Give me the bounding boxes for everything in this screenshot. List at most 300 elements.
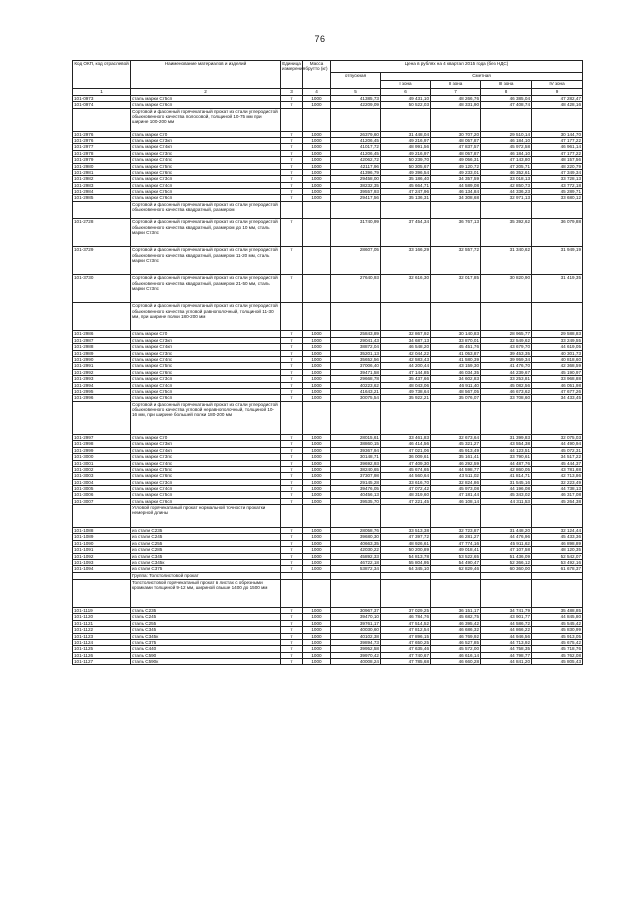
row-name: сталь С255: [131, 620, 281, 626]
row-unit: т: [281, 479, 303, 485]
row-code: 101-2984: [73, 189, 131, 195]
empty-cell: [381, 108, 431, 131]
row-unit: т: [281, 633, 303, 639]
empty-cell: [481, 401, 532, 434]
row-name: сталь марки Ст4сп: [131, 182, 281, 188]
row-code: 101-1090: [73, 540, 131, 546]
row-mass: 1000: [303, 182, 331, 188]
row-price-zone-2: 46 660,28: [431, 659, 481, 665]
row-price-zone-1: 42 044,22: [381, 350, 431, 356]
row-price-otpusknaya: 42062,72: [331, 157, 381, 163]
row-name: сталь марки Ст3сп: [131, 479, 281, 485]
row-price-zone-1: 48 991,56: [381, 144, 431, 150]
row-price-zone-3: 44 946,56: [481, 633, 532, 639]
row-price-zone-1: 54 813,78: [381, 553, 431, 559]
row-code-empty: [73, 303, 131, 331]
row-mass: 1000: [303, 659, 331, 665]
empty-cell: [281, 401, 303, 434]
row-price-zone-2: 43 511,02: [431, 473, 481, 479]
empty-cell: [303, 401, 331, 434]
row-price-zone-1: 47 221,45: [381, 498, 431, 504]
group-title: Толстолистовой горячекатаный прокат в листах с обрезными кромками толщиной 9-12 мм, шириной свыше 1400 до 1500 мм: [131, 579, 281, 607]
row-code: 101-1121: [73, 620, 131, 626]
row-price-zone-3: 42 850,73: [481, 182, 532, 188]
empty-cell: [431, 303, 481, 331]
row-price-zone-2: 45 913,49: [431, 447, 481, 453]
row-price-zone-3: 60 360,00: [481, 566, 532, 572]
row-name: сталь марки Ст3пс: [131, 150, 281, 156]
row-price-zone-4: 46 961,14: [532, 144, 583, 150]
row-price-otpusknaya: 39761,17: [331, 620, 381, 626]
col-number: 9: [532, 89, 583, 96]
row-price-zone-1: 48 926,61: [381, 540, 431, 546]
row-price-zone-1: 42 583,43: [381, 357, 431, 363]
row-unit: т: [281, 646, 303, 652]
page-number: 76: [314, 34, 326, 44]
row-unit: т: [281, 163, 303, 169]
row-price-zone-3: 33 790,61: [481, 454, 532, 460]
empty-cell: [381, 201, 431, 219]
row-price-zone-4: 31 419,35: [532, 275, 583, 303]
row-price-otpusknaya: 39952,58: [331, 646, 381, 652]
row-code: 101-2994: [73, 382, 131, 388]
row-price-zone-3: 47 107,58: [481, 547, 532, 553]
row-code: 101-3729: [73, 247, 131, 275]
row-price-zone-4: 42 368,59: [532, 363, 583, 369]
row-price-zone-3: 33 708,60: [481, 395, 532, 401]
row-mass: 1000: [303, 534, 331, 540]
row-mass: 1000: [303, 388, 331, 394]
row-price-otpusknaya: 29041,43: [331, 337, 381, 343]
row-mass: 1000: [303, 441, 331, 447]
row-unit: т: [281, 566, 303, 572]
row-price-zone-4: 34 433,45: [532, 395, 583, 401]
table-row: [73, 247, 583, 275]
row-price-otpusknaya: 41017,72: [331, 144, 381, 150]
empty-cell: [381, 303, 431, 331]
table-row: [73, 659, 583, 665]
row-unit: т: [281, 466, 303, 472]
row-price-zone-4: 31 949,19: [532, 247, 583, 275]
row-code: 101-3004: [73, 479, 131, 485]
row-price-zone-4: 30 144,70: [532, 131, 583, 137]
row-unit: т: [281, 247, 303, 275]
col-number: 7: [431, 89, 481, 96]
row-mass: 1000: [303, 344, 331, 350]
row-mass: 1000: [303, 157, 331, 163]
row-mass: 1000: [303, 646, 331, 652]
row-price-otpusknaya: 40030,60: [331, 627, 381, 633]
row-price-zone-3: 46 673,62: [481, 388, 532, 394]
row-price-zone-3: 43 901,77: [481, 614, 532, 620]
row-price-zone-1: 49 216,97: [381, 150, 431, 156]
row-code: 101-3005: [73, 486, 131, 492]
row-mass: 1000: [303, 607, 331, 613]
group-header-row: [73, 572, 583, 579]
row-unit: т: [281, 652, 303, 658]
row-price-zone-3: 31 545,16: [481, 479, 532, 485]
group-title: Сортовой и фасонный горячекатаный прокат из стали углеродистой обыкновенного качества угловой равнополочный, толщиной 11-30 мм, при ширине полки 180-200 мм: [131, 303, 281, 331]
row-price-zone-1: 50 200,89: [381, 547, 431, 553]
row-price-zone-3: 47 205,71: [481, 163, 532, 169]
empty-cell: [281, 108, 303, 131]
row-unit: т: [281, 102, 303, 108]
group-header-row: [73, 201, 583, 219]
row-name: сталь марки Ст4сп: [131, 382, 281, 388]
row-price-zone-4: 44 845,80: [532, 614, 583, 620]
row-unit: т: [281, 357, 303, 363]
row-code: 101-3001: [73, 460, 131, 466]
empty-cell: [532, 303, 583, 331]
row-name: сталь марки Ст3пс: [131, 350, 281, 356]
row-price-zone-3: 39 453,35: [481, 350, 532, 356]
row-name: сталь марки Ст0: [131, 131, 281, 137]
row-price-zone-1: 35 922,21: [381, 395, 431, 401]
row-price-zone-2: 45 451,76: [431, 344, 481, 350]
row-price-zone-3: 44 798,77: [481, 652, 532, 658]
row-price-otpusknaya: 29458,00: [331, 176, 381, 182]
row-mass: [303, 219, 331, 247]
row-name: сталь С590: [131, 652, 281, 658]
group-title: Сортовой и фасонный горячекатаный прокат из стали углеродистой обыкновенного качества полосовой, толщиной 10-75 мм при ширине 100-200 мм: [131, 108, 281, 131]
row-price-otpusknaya: 39894,73: [331, 639, 381, 645]
row-name: сталь марки Ст6пс: [131, 169, 281, 175]
row-name: сталь марки Ст0: [131, 434, 281, 440]
row-code: 101-2990: [73, 357, 131, 363]
row-name: сталь марки Ст4пс: [131, 157, 281, 163]
row-name: сталь С345: [131, 627, 281, 633]
row-mass: 1000: [303, 189, 331, 195]
row-name: из стали С255: [131, 540, 281, 546]
row-unit: т: [281, 337, 303, 343]
row-price-zone-4: 47 349,34: [532, 169, 583, 175]
row-mass: 1000: [303, 331, 331, 337]
row-unit: т: [281, 473, 303, 479]
row-mass: 1000: [303, 369, 331, 375]
row-price-otpusknaya: 37006,40: [331, 363, 381, 369]
row-price-zone-3: 41 814,71: [481, 473, 532, 479]
row-mass: 1000: [303, 540, 331, 546]
row-price-zone-2: 48 567,05: [431, 388, 481, 394]
row-mass: 1000: [303, 454, 331, 460]
row-code: 101-1119: [73, 607, 131, 613]
empty-cell: [532, 401, 583, 434]
row-code: 101-2991: [73, 363, 131, 369]
row-mass: 1000: [303, 566, 331, 572]
row-name: сталь марки Ст5сп: [131, 189, 281, 195]
row-price-zone-4: 33 728,13: [532, 176, 583, 182]
row-price-otpusknaya: 39692,93: [331, 460, 381, 466]
row-price-zone-3: 33 253,81: [481, 376, 532, 382]
row-price-otpusknaya: 39470,10: [331, 614, 381, 620]
row-price-zone-4: 45 762,08: [532, 652, 583, 658]
row-unit: т: [281, 182, 303, 188]
row-price-zone-1: 46 784,76: [381, 614, 431, 620]
row-code-empty: [73, 572, 131, 579]
row-price-zone-2: 36 767,13: [431, 219, 481, 247]
row-price-zone-2: 35 161,41: [431, 454, 481, 460]
row-price-otpusknaya: 40456,13: [331, 492, 381, 498]
row-price-zone-4: 45 675,42: [532, 639, 583, 645]
price-table: [72, 60, 583, 665]
row-price-zone-3: 43 554,38: [481, 441, 532, 447]
row-unit: т: [281, 607, 303, 613]
row-name: из стали С345к: [131, 560, 281, 566]
row-price-zone-3: 45 082,56: [481, 382, 532, 388]
row-unit: т: [281, 395, 303, 401]
row-price-zone-4: 45 805,43: [532, 659, 583, 665]
row-price-zone-3: 51 436,09: [481, 553, 532, 559]
row-name: сталь марки Ст4пс: [131, 357, 281, 363]
row-unit: т: [281, 350, 303, 356]
row-price-zone-4: 48 428,16: [532, 102, 583, 108]
col-number: 3: [281, 89, 303, 96]
row-name: сталь С245: [131, 614, 281, 620]
row-price-zone-3: 46 385,04: [481, 96, 532, 102]
group-title: Сортовой и фасонный горячекатаный прокат из стали углеродистой обыкновенного качества угловой неравнополочный, толщиной 10-16 мм, при ширине большей полки 180-200 мм: [131, 401, 281, 434]
group-header-row: [73, 401, 583, 434]
empty-cell: [481, 505, 532, 528]
row-name: сталь марки Ст3кп: [131, 441, 281, 447]
row-price-otpusknaya: 35652,56: [331, 357, 381, 363]
row-price-otpusknaya: 42030,22: [331, 547, 381, 553]
col-number: 8: [481, 89, 532, 96]
row-price-zone-1: 34 687,13: [381, 337, 431, 343]
header-zone-2: II зона: [431, 81, 481, 89]
col-number: 2: [131, 89, 281, 96]
row-mass: 1000: [303, 395, 331, 401]
empty-cell: [331, 579, 381, 607]
row-price-zone-1: 37 029,25: [381, 607, 431, 613]
row-mass: 1000: [303, 376, 331, 382]
row-price-zone-1: 47 896,15: [381, 633, 431, 639]
row-mass: [303, 275, 331, 303]
row-code: 101-1088: [73, 528, 131, 534]
row-mass: 1000: [303, 620, 331, 626]
row-name: сталь С440: [131, 646, 281, 652]
row-code: 101-2995: [73, 388, 131, 394]
row-mass: 1000: [303, 102, 331, 108]
row-price-zone-3: 30 820,90: [481, 275, 532, 303]
row-unit: т: [281, 498, 303, 504]
row-price-zone-3: 45 911,62: [481, 540, 532, 546]
row-unit: т: [281, 528, 303, 534]
row-price-zone-2: 35 076,07: [431, 395, 481, 401]
row-price-zone-3: 31 399,83: [481, 434, 532, 440]
row-code: 101-3006: [73, 492, 131, 498]
row-mass: 1000: [303, 492, 331, 498]
row-price-zone-4: 45 830,99: [532, 627, 583, 633]
row-code-empty: [73, 108, 131, 131]
row-mass: 1000: [303, 627, 331, 633]
row-price-zone-3: 39 959,34: [481, 357, 532, 363]
row-code: 101-2997: [73, 434, 131, 440]
row-price-otpusknaya: 39680,30: [331, 534, 381, 540]
row-unit: т: [281, 195, 303, 201]
row-price-otpusknaya: 39970,42: [331, 652, 381, 658]
empty-cell: [431, 572, 481, 579]
row-price-otpusknaya: 40008,24: [331, 659, 381, 665]
row-price-otpusknaya: 40223,62: [331, 382, 381, 388]
row-name: сталь марки Ст4сп: [131, 486, 281, 492]
row-unit: т: [281, 620, 303, 626]
row-price-otpusknaya: 41396,79: [331, 169, 381, 175]
row-price-zone-4: 45 433,36: [532, 534, 583, 540]
row-price-zone-1: 47 144,85: [381, 369, 431, 375]
row-price-zone-1: 47 397,72: [381, 534, 431, 540]
row-code: 101-2976: [73, 137, 131, 143]
empty-cell: [381, 401, 431, 434]
row-name: из стали С235: [131, 528, 281, 534]
row-code: 101-1126: [73, 652, 131, 658]
row-name: сталь марки Ст5пс: [131, 466, 281, 472]
row-price-zone-1: 44 560,64: [381, 473, 431, 479]
row-price-zone-2: 46 292,59: [431, 460, 481, 466]
row-price-zone-2: 32 557,72: [431, 247, 481, 275]
row-name: сталь марки Ст0: [131, 331, 281, 337]
row-price-zone-2: 46 134,84: [431, 189, 481, 195]
row-price-zone-3: 45 343,02: [481, 492, 532, 498]
row-price-zone-1: 50 305,67: [381, 163, 431, 169]
row-name: сталь С235: [131, 607, 281, 613]
row-price-zone-2: 46 034,35: [431, 369, 481, 375]
row-unit: т: [281, 441, 303, 447]
row-code-empty: [73, 579, 131, 607]
row-mass: 1000: [303, 137, 331, 143]
row-name: сталь С375: [131, 639, 281, 645]
row-price-otpusknaya: 30967,37: [331, 607, 381, 613]
row-price-zone-2: 49 056,31: [431, 157, 481, 163]
row-price-zone-2: 44 589,08: [431, 182, 481, 188]
empty-cell: [303, 572, 331, 579]
row-price-zone-3: 47 143,80: [481, 157, 532, 163]
row-price-zone-2: 45 682,75: [431, 614, 481, 620]
row-unit: т: [281, 388, 303, 394]
row-price-zone-1: 55 804,95: [381, 560, 431, 566]
row-price-zone-3: 44 476,96: [481, 534, 532, 540]
row-price-otpusknaya: 45892,33: [331, 553, 381, 559]
row-code: 101-2992: [73, 369, 131, 375]
row-price-zone-1: 47 072,42: [381, 486, 431, 492]
row-price-zone-1: 32 867,92: [381, 331, 431, 337]
row-unit: т: [281, 144, 303, 150]
row-mass: 1000: [303, 528, 331, 534]
row-price-zone-4: 53 492,16: [532, 560, 583, 566]
empty-cell: [532, 579, 583, 607]
row-price-zone-1: 49 431,10: [381, 96, 431, 102]
row-code: 101-2989: [73, 350, 131, 356]
row-price-zone-2: 48 057,87: [431, 150, 481, 156]
row-price-zone-2: 48 266,76: [431, 96, 481, 102]
row-price-otpusknaya: 28058,76: [331, 528, 381, 534]
row-price-zone-4: 45 718,76: [532, 646, 583, 652]
row-mass: 1000: [303, 337, 331, 343]
row-price-zone-4: 44 490,94: [532, 441, 583, 447]
row-name: сталь марки Ст6сп: [131, 395, 281, 401]
row-code: 101-3003: [73, 473, 131, 479]
empty-cell: [331, 108, 381, 131]
row-unit: т: [281, 460, 303, 466]
row-code: 101-2983: [73, 182, 131, 188]
row-unit: т: [281, 131, 303, 137]
row-price-zone-4: 46 898,89: [532, 540, 583, 546]
row-price-zone-4: 45 444,37: [532, 460, 583, 466]
row-price-zone-4: 32 124,44: [532, 528, 583, 534]
row-name: Сортовой и фасонный горячекатаный прокат из стали углеродистой обыкновенного качества квадратный, размером 21-50 мм, сталь марки Ст3пс: [131, 275, 281, 303]
row-price-zone-3: 33 018,13: [481, 176, 532, 182]
row-mass: 1000: [303, 96, 331, 102]
row-price-zone-2: 46 911,40: [431, 382, 481, 388]
row-price-otpusknaya: 38872,04: [331, 344, 381, 350]
empty-cell: [331, 505, 381, 528]
row-price-zone-1: 47 247,96: [381, 189, 431, 195]
row-price-zone-2: 46 281,27: [431, 534, 481, 540]
row-mass: 1000: [303, 447, 331, 453]
row-unit: т: [281, 169, 303, 175]
row-mass: 1000: [303, 486, 331, 492]
row-price-zone-3: 44 866,22: [481, 627, 532, 633]
row-price-zone-4: 44 619,05: [532, 344, 583, 350]
empty-cell: [281, 579, 303, 607]
row-unit: т: [281, 331, 303, 337]
row-price-zone-2: 34 357,59: [431, 176, 481, 182]
row-code: 101-1091: [73, 547, 131, 553]
row-price-otpusknaya: 40102,38: [331, 633, 381, 639]
row-mass: 1000: [303, 553, 331, 559]
row-price-zone-1: 47 785,68: [381, 659, 431, 665]
row-mass: 1000: [303, 460, 331, 466]
row-mass: [303, 247, 331, 275]
row-mass: 1000: [303, 479, 331, 485]
row-price-otpusknaya: 42209,09: [331, 102, 381, 108]
row-mass: 1000: [303, 547, 331, 553]
row-price-zone-3: 47 408,74: [481, 102, 532, 108]
row-price-zone-3: 43 679,70: [481, 344, 532, 350]
row-code: 101-1093: [73, 560, 131, 566]
row-price-zone-2: 45 321,27: [431, 441, 481, 447]
row-unit: т: [281, 176, 303, 182]
header-price-group: Цена в рублях на 4 квартал 2015 года (без НДС): [331, 61, 583, 73]
row-unit: т: [281, 454, 303, 460]
row-name: сталь марки Ст3пс: [131, 454, 281, 460]
row-price-zone-2: 30 707,20: [431, 131, 481, 137]
row-price-zone-1: 33 166,29: [381, 247, 431, 275]
row-name: сталь марки Ст5сп: [131, 388, 281, 394]
row-price-zone-1: 47 650,25: [381, 639, 431, 645]
empty-cell: [532, 108, 583, 131]
row-unit: т: [281, 382, 303, 388]
row-price-otpusknaya: 41385,73: [331, 96, 381, 102]
row-mass: 1000: [303, 131, 331, 137]
row-unit: т: [281, 275, 303, 303]
row-unit: т: [281, 157, 303, 163]
row-price-otpusknaya: 30075,54: [331, 395, 381, 401]
row-mass: 1000: [303, 639, 331, 645]
row-code: 101-2985: [73, 195, 131, 201]
row-name: сталь С345к: [131, 633, 281, 639]
header-smetnaya: Сметная: [381, 73, 583, 81]
row-price-otpusknaya: 39557,93: [331, 189, 381, 195]
row-price-zone-3: 44 336,23: [481, 189, 532, 195]
row-name: сталь марки Ст4пс: [131, 460, 281, 466]
row-price-zone-1: 49 396,54: [381, 169, 431, 175]
group-header-row: [73, 579, 583, 607]
row-price-zone-1: 47 812,54: [381, 627, 431, 633]
row-price-zone-3: 44 841,20: [481, 659, 532, 665]
row-price-zone-4: 32 223,49: [532, 479, 583, 485]
row-unit: т: [281, 614, 303, 620]
row-code: 101-2976: [73, 131, 131, 137]
